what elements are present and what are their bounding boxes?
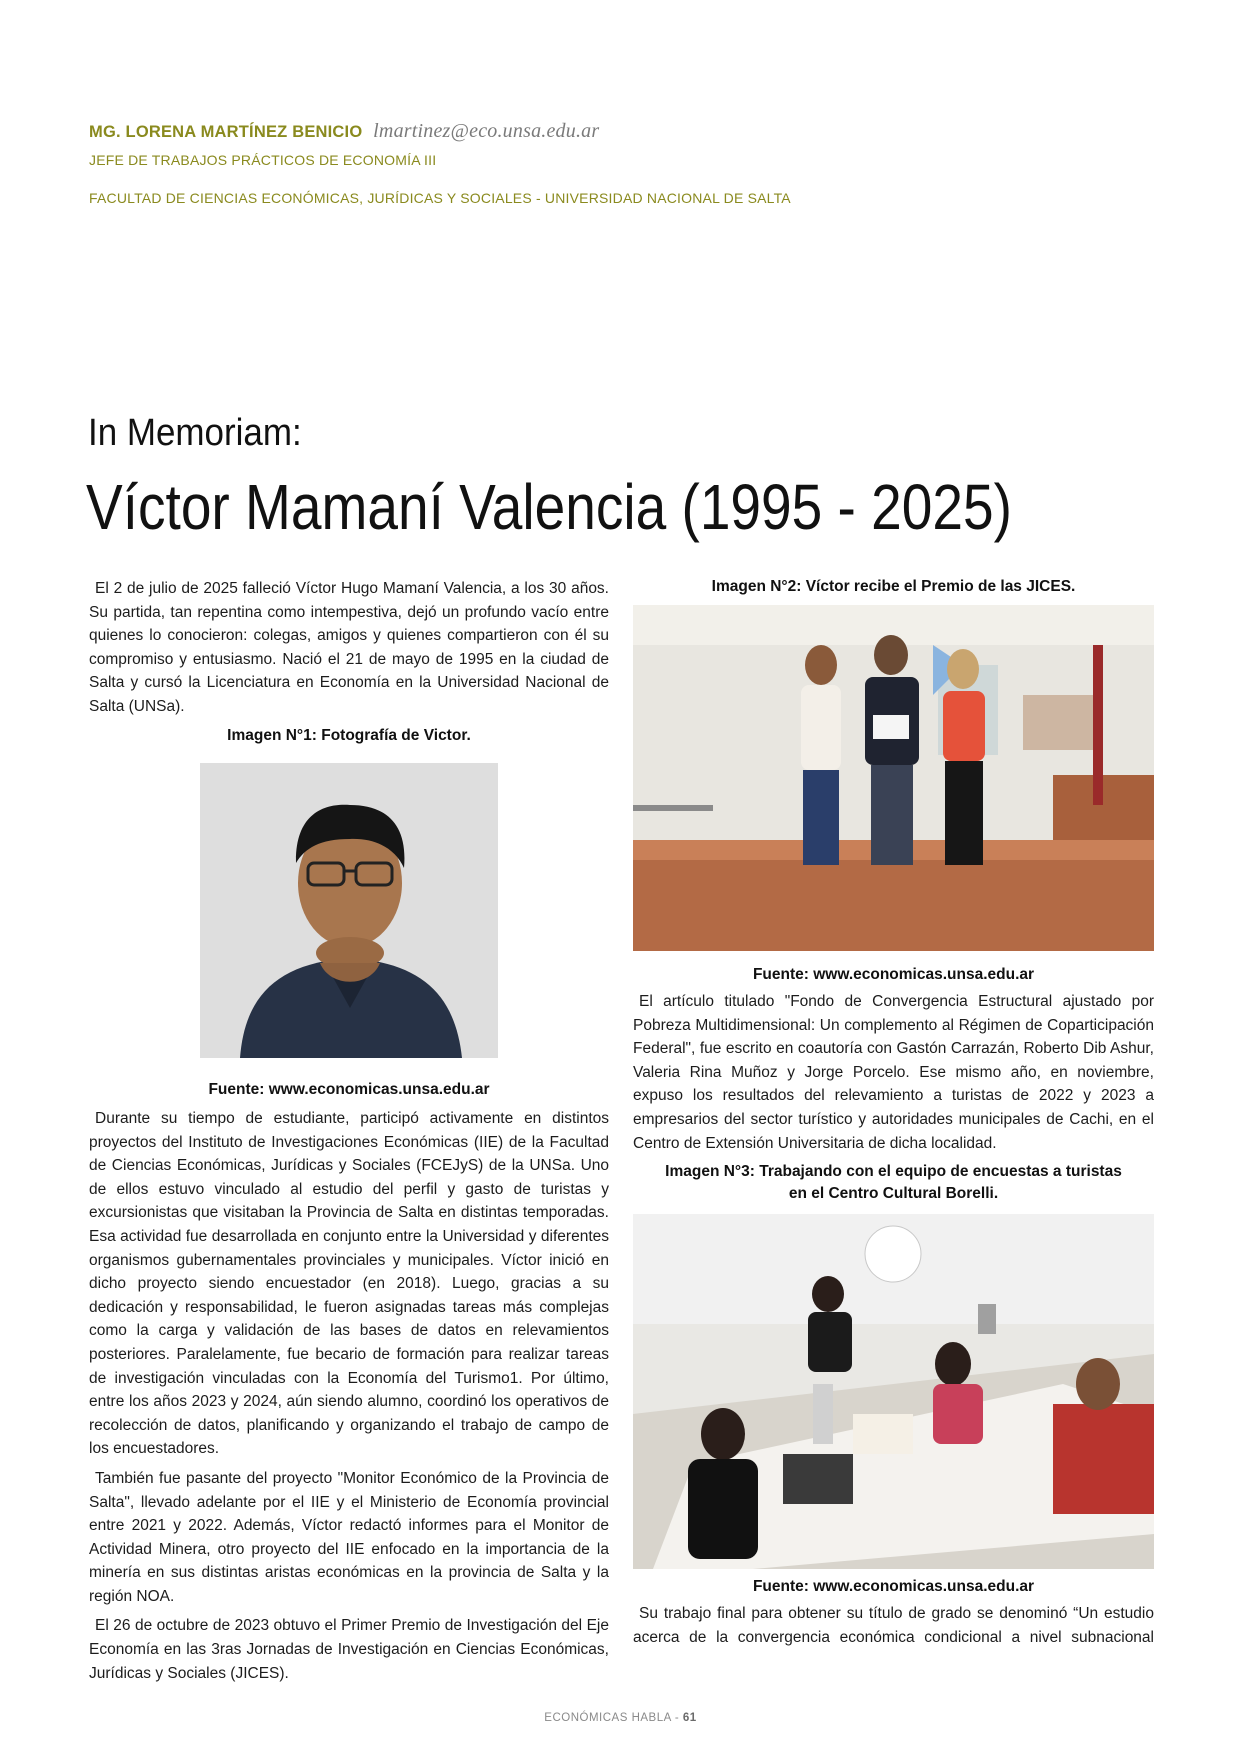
award-ceremony-photo: [633, 605, 1154, 951]
portrait-illustration: [200, 763, 498, 1058]
image1-source: Fuente: www.economicas.unsa.edu.ar: [208, 1081, 490, 1098]
right-column: [633, 576, 1154, 598]
page-footer: [0, 1712, 1241, 1724]
left-column: [89, 577, 609, 747]
image1-caption: Imagen N°1: Fotografía de Victor.: [227, 726, 471, 744]
right-paragraph-1: El artículo titulado "Fondo de Convergencia Estructural ajustado por Pobreza Multidimensional: Un complemento al Régimen de Coparticipación Federal", fue escrito en coautoría con Gastón Carrazán, Roberto Dib Ashur, Valeria Rina Muñoz y Jorge Porcelo. Ese mismo año, en noviembre, expuso los resultados del relevamiento a turistas de 2022 y 2023 a empresarios del sector turístico y autoridades municipales de Cachi, en el Centro de Extensión Universitaria de dicha localidad.: [633, 993, 1154, 1152]
image2-source: Fuente: www.economicas.unsa.edu.ar: [752, 966, 1035, 983]
page-number: 61: [682, 1712, 697, 1724]
survey-team-photo: [633, 1214, 1154, 1569]
left-paragraph-2: Durante su tiempo de estudiante, participó activamente en distintos proyectos del Instituto de Investigaciones Económicas (IIE) de la Facultad de Ciencias Económicas, Jurídicas y Sociales (FCEJyS) de la UNSa. Uno de ellos estuvo vinculado al estudio del perfil y gasto de turistas y excursionistas que visitaban la Provincia de Salta en distintas temporadas. Esa actividad fue desarrollada en conjunto entre la Universidad y diferentes organismos gubernamentales provinciales y municipales. Víctor inició en dicho proyecto siendo encuestador (en 2018). Luego, gracias a su dedicación y responsabilidad, le fueron asignadas tareas más complejas como la carga y validación de las bases de datos en relevamientos posteriores. Paralelamente, fue becario de formación para realizar tareas de investigación vinculadas con la Economía del Turismo1. Por último, entre los años 2023 y 2024, aún siendo alumno, coordinó los operativos de recolección de datos, planificando y organizando el trabajo de campo de los encuestadores.: [89, 1110, 609, 1458]
survey-illustration: [633, 1214, 1154, 1569]
article-title: Víctor Mamaní Valencia (1995 - 2025): [86, 471, 1012, 543]
award-illustration: [633, 605, 1154, 951]
left-column-continued: [89, 1079, 609, 1685]
image2-caption: Imagen N°2: Víctor recibe el Premio de las JICES.: [711, 578, 1076, 595]
right-paragraph-2: Su trabajo final para obtener su título de grado se denominó “Un estudio acerca de la convergencia económica condicional a nivel subnacional: [633, 1605, 1154, 1646]
left-paragraph-3: También fue pasante del proyecto "Monitor Económico de la Provincia de Salta", llevado adelante por el IIE y el Ministerio de Economía provincial entre 2021 y 2022. Además, Víctor redactó informes para el Monitor de Actividad Minera, otro proyecto del IIE enfocado en la importancia de la minería en sus distintas aristas económicas en la provincia de Salta y la región NOA.: [89, 1469, 609, 1605]
left-paragraph-4: El 26 de octubre de 2023 obtuvo el Primer Premio de Investigación del Eje Economía en las 3ras Jornadas de Investigación en Ciencias Económicas, Jurídicas y Sociales (JICES).: [89, 1617, 609, 1682]
article-kicker: In Memoriam:: [88, 412, 302, 454]
author-role: JEFE DE TRABAJOS PRÁCTICOS DE ECONOMÍA III: [89, 152, 437, 168]
victor-portrait-photo: [200, 763, 498, 1058]
right-column-continued: [633, 964, 1154, 1205]
author-faculty: FACULTAD DE CIENCIAS ECONÓMICAS, JURÍDICAS Y SOCIALES - UNIVERSIDAD NACIONAL DE SALTA: [89, 190, 791, 206]
author-email[interactable]: lmartinez@eco.unsa.edu.ar: [373, 120, 600, 142]
image3-caption: Imagen N°3: Trabajando con el equipo de encuestas a turistas en el Centro Cultural Borelli.: [665, 1163, 1122, 1203]
publication-name: ECONÓMICAS HABLA -: [544, 1712, 683, 1724]
left-paragraph-1: El 2 de julio de 2025 falleció Víctor Hugo Mamaní Valencia, a los 30 años. Su partida, tan repentina como intempestiva, dejó un profundo vacío entre quienes lo conocieron: colegas, amigos y quienes compartieron con él su compromiso y entusiasmo. Nació el 21 de mayo de 1995 en la ciudad de Salta y cursó la Licenciatura en Economía en la Universidad Nacional de Salta (UNSa).: [89, 580, 609, 715]
image3-source: Fuente: www.economicas.unsa.edu.ar: [752, 1578, 1035, 1595]
right-column-end: [633, 1576, 1154, 1649]
author-line: [89, 120, 599, 143]
author-name: MG. LORENA MARTÍNEZ BENICIO: [89, 123, 363, 141]
